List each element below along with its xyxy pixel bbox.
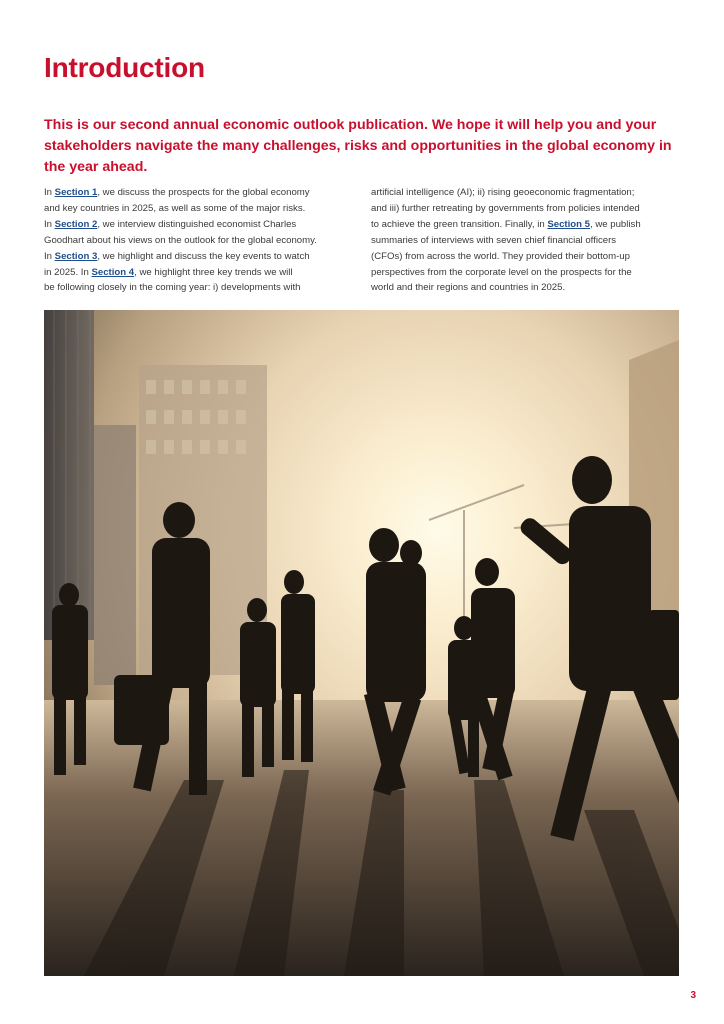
body-text: artificial intelligence (AI); ii) rising geoeconomic fragmentation; xyxy=(371,187,635,198)
text-line xyxy=(44,249,360,265)
section-link[interactable]: Section 3 xyxy=(54,250,98,262)
text-line xyxy=(44,185,360,201)
text-line xyxy=(371,217,681,233)
body-text: , we publish xyxy=(590,218,641,230)
body-text: In xyxy=(44,218,55,230)
body-text: in 2025. In xyxy=(44,266,92,278)
body-text: , we highlight and discuss the key events to watch xyxy=(97,250,310,262)
text-line xyxy=(44,233,360,249)
intro-lead: This is our second annual economic outlook publication. We hope it will help you and your stakeholders navigate the many challenges, risks and opportunities in the global economy in the year ahead. xyxy=(44,117,672,175)
text-line xyxy=(44,280,360,296)
body-text: world and their regions and countries in 2025. xyxy=(371,282,566,294)
text-line xyxy=(371,233,681,249)
photo-illustration xyxy=(44,310,679,976)
text-line xyxy=(371,201,681,217)
body-text: be following closely in the coming year: i) developments with xyxy=(44,282,301,294)
commuters-photo xyxy=(44,310,679,976)
section-link[interactable]: Section 2 xyxy=(54,218,98,230)
page-number: 3 xyxy=(690,990,696,1001)
text-line xyxy=(371,185,681,201)
body-text: In xyxy=(44,250,55,262)
text-column-left xyxy=(44,185,360,296)
body-text: summaries of interviews with seven chief financial officers xyxy=(371,234,617,246)
body-text: and iii) further retreating by governments from policies intended xyxy=(371,202,640,214)
body-text: , we discuss the prospects for the global economy xyxy=(97,187,310,198)
text-line xyxy=(44,201,360,217)
text-line xyxy=(371,265,681,281)
body-text: , we highlight three key trends we will xyxy=(134,266,293,278)
body-text: perspectives from the corporate level on the prospects for the xyxy=(371,266,632,278)
body-text: to achieve the green transition. Finally, in xyxy=(371,218,548,230)
text-line xyxy=(371,249,681,265)
body-text: (CFOs) from across the world. They provided their bottom-up xyxy=(371,250,630,262)
body-text: and key countries in 2025, as well as some of the major risks. xyxy=(44,202,306,214)
section-link[interactable]: Section 1 xyxy=(54,187,98,198)
page-title: Introduction xyxy=(44,52,205,83)
body-text: In xyxy=(44,187,55,198)
text-column-right xyxy=(371,185,681,296)
section-link[interactable]: Section 4 xyxy=(91,266,135,278)
text-line xyxy=(44,217,360,233)
text-line xyxy=(44,265,360,281)
section-link[interactable]: Section 5 xyxy=(547,218,590,230)
body-text: , we interview distinguished economist Charles xyxy=(97,218,297,230)
text-line xyxy=(371,280,681,296)
body-text: Goodhart about his views on the outlook for the global economy. xyxy=(44,234,317,246)
